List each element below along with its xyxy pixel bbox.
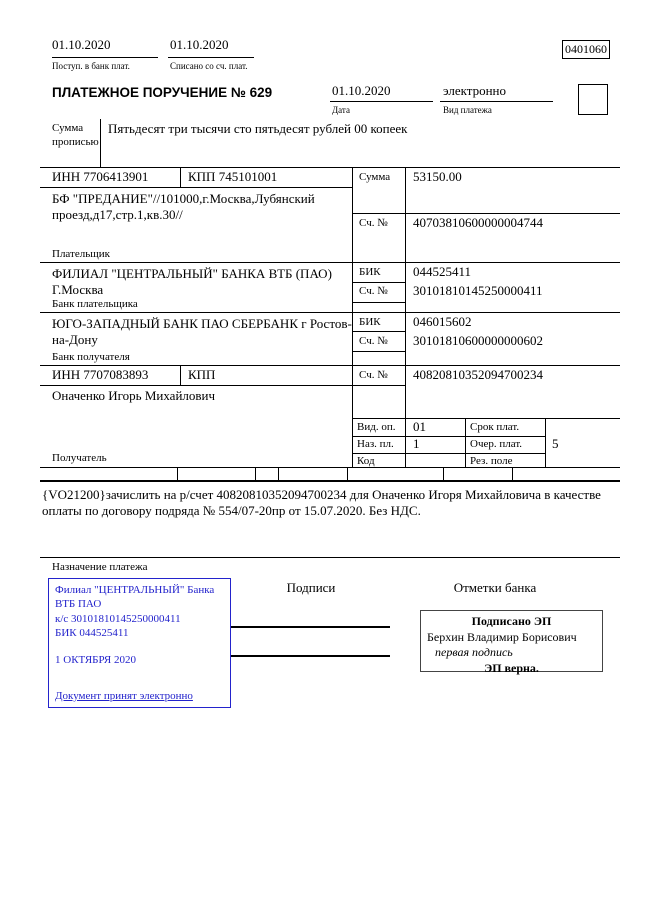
amount-label: Сумма: [359, 171, 391, 183]
payer-kpp: КПП 745101001: [188, 169, 278, 184]
table-border: [40, 467, 620, 468]
code-label: Код: [357, 455, 375, 467]
esign-signature-kind: первая подпись: [435, 645, 513, 660]
op-kind-label: Вид. оп.: [357, 421, 396, 433]
table-border: [180, 167, 181, 187]
payer-bank-account: 30101810145250000411: [413, 283, 543, 298]
payee-account: 40820810352094700234: [413, 367, 543, 382]
table-border: [352, 302, 405, 303]
reserve-field-label: Рез. поле: [470, 455, 513, 467]
order-value: 5: [552, 436, 559, 451]
esign-verified: ЭП верна.: [484, 660, 539, 675]
debited-date: 01.10.2020: [170, 37, 229, 52]
esign-box: [420, 610, 603, 675]
payment-kind: электронно: [443, 83, 507, 98]
payer-section-label: Плательщик: [52, 248, 110, 260]
table-border: [177, 467, 178, 480]
signatures-header: Подписи: [286, 580, 336, 595]
op-kind-value: 01: [413, 419, 426, 434]
signature-line: [231, 626, 390, 628]
esign-name: Берхин Владимир Борисович: [427, 629, 577, 644]
payee-section-label: Получатель: [52, 452, 107, 464]
form-code: 0401060: [565, 42, 607, 56]
payee-inn: ИНН 7707083893: [52, 367, 149, 382]
document-date-label: Дата: [332, 105, 350, 115]
debited-date-label: Списано со сч. плат.: [170, 61, 248, 71]
stamp-bank-name: Филиал "ЦЕНТРАЛЬНЫЙ" Банка ВТБ ПАО: [55, 584, 215, 611]
payee-kpp-label: КПП: [188, 367, 216, 382]
amount-words-label: Сумма прописью: [52, 122, 99, 148]
table-border: [443, 467, 444, 480]
payer-account-label: Сч. №: [359, 217, 388, 229]
payee-bank-account-label: Сч. №: [359, 335, 388, 347]
stamp-spacer: [55, 640, 224, 653]
payment-purpose-text: {VO21200}зачислить на р/счет 40820810352094700234 для Оначенко Игоря Михайловича в качестве оплаты по договору подряда № 554/07-20пр от 15.07.2020. Без НДС.: [42, 487, 601, 519]
table-border: [352, 418, 620, 419]
received-date-underline: [52, 57, 158, 58]
table-border: [40, 365, 620, 366]
table-border: [545, 418, 546, 467]
due-date-label: Срок плат.: [470, 421, 520, 433]
stamp-date: 1 ОКТЯБРЯ 2020: [55, 654, 136, 667]
table-border: [405, 167, 406, 467]
payer-bank-section-label: Банк плательщика: [52, 298, 138, 310]
table-border: [40, 480, 620, 482]
payee-bank-bik: 046015602: [413, 314, 472, 329]
received-date: 01.10.2020: [52, 37, 111, 52]
document-title: ПЛАТЕЖНОЕ ПОРУЧЕНИЕ № 629: [52, 85, 273, 100]
payment-purpose-label: Назначение платежа: [52, 561, 148, 573]
table-border: [180, 365, 181, 385]
table-border: [352, 436, 545, 437]
table-border: [40, 312, 620, 313]
payer-bank-account-label: Сч. №: [359, 285, 388, 297]
payment-kind-underline: [440, 101, 553, 102]
table-border: [40, 557, 620, 558]
bank-stamp: [48, 578, 231, 708]
table-border: [255, 467, 256, 480]
amount-words-value: Пятьдесят три тысячи сто пятьдесят рублей 00 копеек: [108, 121, 408, 136]
table-border: [512, 467, 513, 480]
table-border: [465, 418, 466, 467]
table-border: [352, 453, 545, 454]
status-checkbox: [578, 84, 608, 115]
payee-bank-bik-label: БИК: [359, 316, 381, 328]
table-border: [40, 385, 405, 386]
form-code-box: [562, 40, 610, 59]
table-border: [278, 467, 279, 480]
payment-kind-label: Вид платежа: [443, 105, 492, 115]
payee-bank-account: 30101810600000000602: [413, 333, 543, 348]
table-border: [352, 213, 620, 214]
payer-name: БФ "ПРЕДАНИЕ"//101000,г.Москва,Лубянский проезд,д17,стр.1,кв.30//: [52, 191, 315, 223]
order-label: Очер. плат.: [470, 438, 523, 450]
payee-name: Оначенко Игорь Михайлович: [52, 388, 216, 403]
table-border: [347, 467, 348, 480]
stamp-bik: БИК 044525411: [55, 626, 129, 639]
table-border: [352, 351, 405, 352]
payee-bank-section-label: Банк получателя: [52, 351, 130, 363]
payee-bank-name: ЮГО-ЗАПАДНЫЙ БАНК ПАО СБЕРБАНК г Ростов-на-Дону: [52, 316, 352, 348]
payer-account: 40703810600000004744: [413, 215, 543, 230]
stamp-corr-account: к/с 30101810145250000411: [55, 612, 181, 625]
esign-title: Подписано ЭП: [471, 614, 552, 628]
payee-account-label: Сч. №: [359, 369, 388, 381]
table-border: [40, 262, 620, 263]
received-date-label: Поступ. в банк плат.: [52, 61, 130, 71]
document-date-underline: [330, 101, 433, 102]
stamp-note: Документ принят электронно: [55, 689, 193, 702]
payer-inn: ИНН 7706413901: [52, 169, 149, 184]
debited-date-underline: [168, 57, 254, 58]
payer-bank-bik: 044525411: [413, 264, 472, 279]
payer-bank-bik-label: БИК: [359, 266, 381, 278]
table-border: [40, 167, 620, 168]
purpose-code-label: Наз. пл.: [357, 438, 394, 450]
table-border: [352, 282, 405, 283]
payer-bank-name: ФИЛИАЛ "ЦЕНТРАЛЬНЫЙ" БАНКА ВТБ (ПАО) Г.Москва: [52, 266, 332, 298]
signature-line: [231, 655, 390, 657]
purpose-code-value: 1: [413, 436, 420, 451]
table-border: [100, 119, 101, 167]
bank-marks-header: Отметки банка: [453, 580, 537, 595]
table-border: [40, 187, 352, 188]
amount-value: 53150.00: [413, 169, 462, 184]
document-date: 01.10.2020: [332, 83, 391, 98]
